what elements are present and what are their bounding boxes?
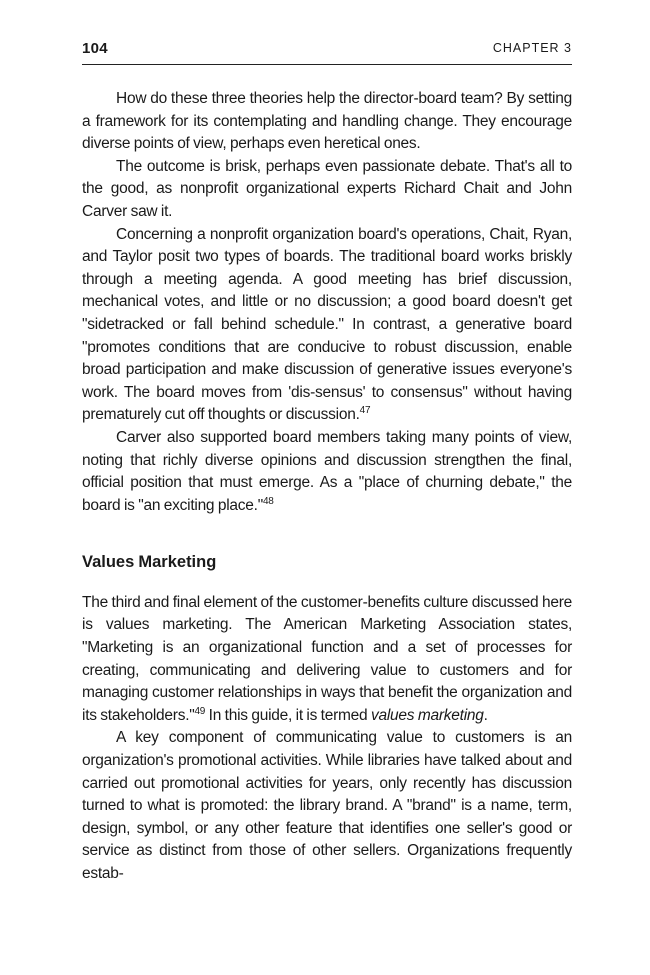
paragraph-3	[82, 224, 572, 427]
section-heading: Values Marketing	[82, 553, 217, 572]
paragraph-4-text: Carver also supported board members taking many points of view, noting that richly diverse opinions and discussion strengthen the final, official position that must emerge. As a "place of churning debate," the board is "an exciting place."	[82, 428, 572, 514]
paragraph-5-term: values marketing	[370, 706, 484, 724]
body-text	[82, 88, 572, 886]
footnote-ref-48: 48	[262, 495, 274, 507]
footnote-ref-47: 47	[359, 405, 371, 417]
header-rule	[82, 64, 572, 65]
paragraph-2-text: The outcome is brisk, perhaps even passionate debate. That's all to the good, as nonprofit organizational experts Richard Chait and John Carver saw it.	[82, 157, 572, 220]
paragraph-1-text: How do these three theories help the director-board team? By setting a framework for its contemplating and handling change. They encourage diverse points of view, perhaps even heretical ones.	[82, 90, 572, 153]
paragraph-5-text: The third and final element of the customer-benefits culture discussed here is values marketing. The American Marketing Association states, "Marketing is an organizational function and a set of processes for creating, communicating and delivering value to customers and for managing customer relationships in ways that benefit the organization and its stakeholders."	[82, 593, 572, 724]
paragraph-4	[82, 427, 572, 517]
chapter-label: CHAPTER 3	[492, 41, 572, 55]
paragraph-1	[82, 88, 572, 156]
paragraph-5-tail: In this guide, it is termed	[205, 706, 371, 724]
paragraph-5-end: .	[483, 706, 488, 724]
page-header	[82, 40, 572, 64]
paragraph-6	[82, 727, 572, 885]
paragraph-3-text: Concerning a nonprofit organization board's operations, Chait, Ryan, and Taylor posit two types of boards. The traditional board works briskly through a meeting agenda. A good meeting has brief discussion, mechanical votes, and little or no discussion; a good board doesn't get "sidetracked or fall behind schedule." In contrast, a generative board "promotes conditions that are conducive to robust discussion, enable broad participation and make discussion of generative issues everyone's work. The board moves from 'dis-sensus' to consensus" without having prematurely cut off thoughts or discussion.	[82, 225, 572, 424]
paragraph-5	[82, 592, 572, 728]
paragraph-6-text: A key component of communicating value to customers is an organization's promotional activities. While libraries have talked about and carried out promotional activities for years, only recently has discussion turned to what is promoted: the library brand. A "brand" is a name, term, design, symbol, or any other feature that identifies one seller's good or service as distinct from those of other sellers. Organizations frequently estab-	[82, 729, 572, 882]
footnote-ref-49: 49	[194, 705, 206, 717]
page-number: 104	[82, 40, 108, 57]
paragraph-2	[82, 156, 572, 224]
